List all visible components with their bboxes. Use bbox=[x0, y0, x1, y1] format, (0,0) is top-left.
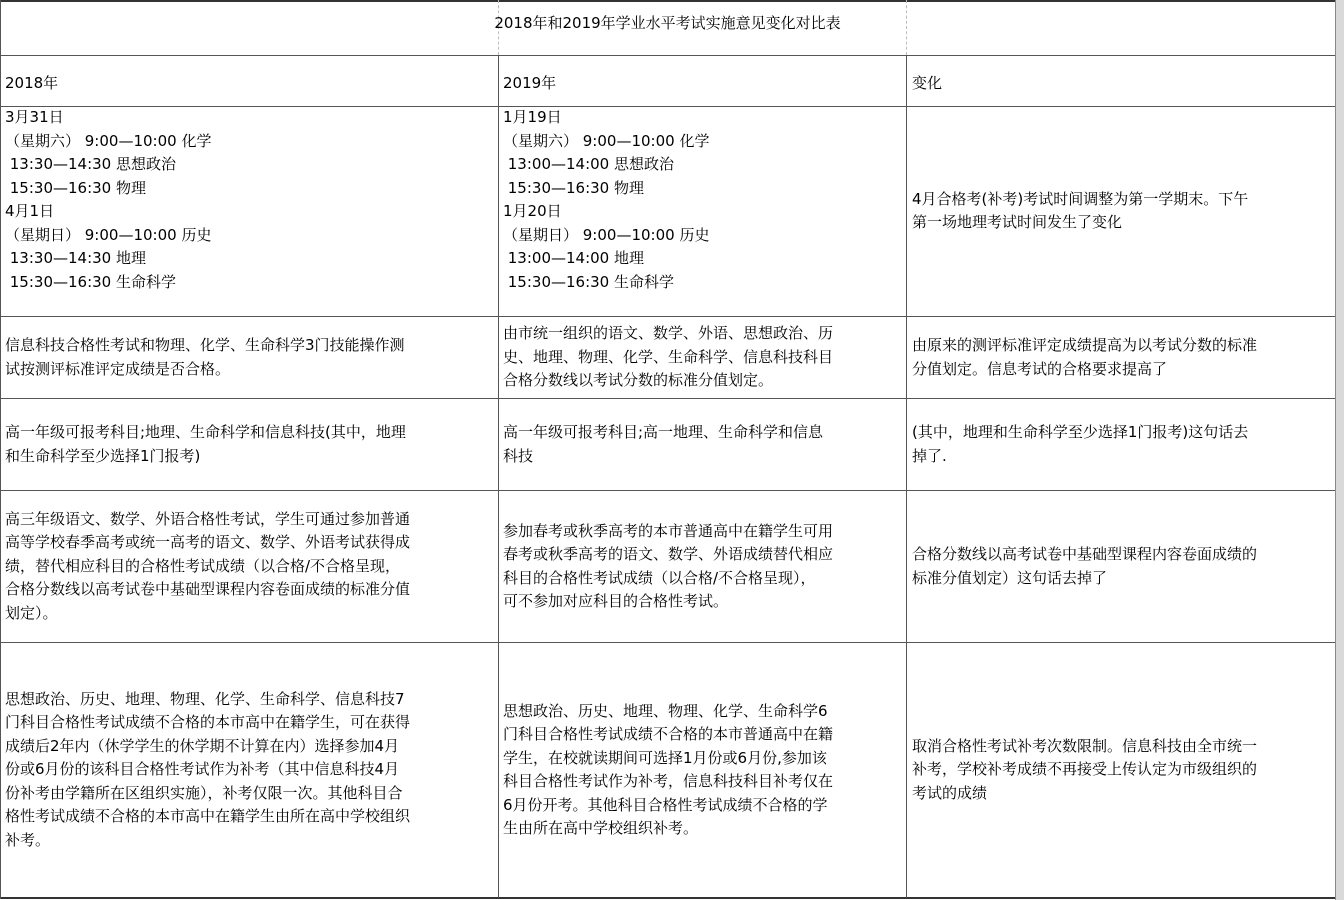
row4-change: 合格分数线以高考试卷中基础型课程内容卷面成绩的 标准分值划定）这句话去掉了 bbox=[912, 545, 1258, 587]
row1-2018: 3月31日 （星期六） 9:00—10:00 化学 13:30—14:30 思想政治 15:30—16:30 物理 4月1日 （星期日） 9:00—10:00 历史 13:30—14:30 地理 15:30—16:30 生命科学 bbox=[5, 108, 212, 291]
table-border-top bbox=[0, 0, 1335, 2]
col-divider bbox=[906, 55, 907, 898]
col-divider bbox=[498, 55, 499, 898]
header-2018: 2018年 bbox=[5, 74, 59, 92]
row5-2018: 思想政治、历史、地理、物理、化学、生命科学、信息科技7 门科目合格性考试成绩不合格的本市高中在籍学生，可在获得 成绩后2年内（休学学生的休学期不计算在内）选择参加4月 份或6月份的该科目合格性考试作为补考（其中信息科技4月 份补考由学籍所在区组织实施），补考仅限一次。其他科目合 格性考试成绩不合格的本市高中在籍学生由所在高中学校组织 补考。 bbox=[5, 689, 411, 849]
row3-change: (其中，地理和生命科学至少选择1门报考)这句话去 掉了. bbox=[912, 423, 1249, 465]
header-change: 变化 bbox=[912, 74, 943, 92]
col-divider-left bbox=[0, 0, 1, 899]
table-border-bottom bbox=[0, 897, 1335, 899]
row4-2018: 高三年级语文、数学、外语合格性考试，学生可通过参加普通 高等学校春季高考或统一高考的语文、数学、外语考试获得成 绩，替代相应科目的合格性考试成绩（以合格/不合格呈现， 合格分数线以高考试卷中基础型课程内容卷面成绩的标准分值 划定）。 bbox=[5, 509, 411, 622]
row1-change: 4月合格考(补考)考试时间调整为第一学期末。下午 第一场地理考试时间发生了变化 bbox=[912, 189, 1249, 231]
row4-2019: 参加春考或秋季高考的本市普通高中在籍学生可用 春考或秋季高考的语文、数学、外语成绩替代相应 科目的合格性考试成绩（以合格/不合格呈现）， 可不参加对应科目的合格性考试。 bbox=[503, 521, 834, 610]
table-title: 2018年和2019年学业水平考试实施意见变化对比表 bbox=[494, 14, 841, 32]
row5-change: 取消合格性考试补考次数限制。信息科技由全市统一 补考，学校补考成绩不再接受上传认定为市级组织的 考试的成绩 bbox=[912, 736, 1258, 802]
row2-2018: 信息科技合格性考试和物理、化学、生命科学3门技能操作测 试按测评标准评定成绩是否合格。 bbox=[5, 336, 405, 378]
right-scroll-edge bbox=[1335, 0, 1344, 900]
row1-2019: 1月19日 （星期六） 9:00—10:00 化学 13:00—14:00 思想政治 15:30—16:30 物理 1月20日 （星期日） 9:00—10:00 历史 13:00—14:00 地理 15:30—16:30 生命科学 bbox=[503, 108, 710, 291]
row2-change: 由原来的测评标准评定成绩提高为以考试分数的标准 分值划定。信息考试的合格要求提高了 bbox=[912, 336, 1258, 378]
header-2019: 2019年 bbox=[503, 74, 557, 92]
row2-2019: 由市统一组织的语文、数学、外语、思想政治、历 史、地理、物理、化学、生命科学、信息科技科目 合格分数线以考试分数的标准分值划定。 bbox=[503, 324, 834, 390]
row3-2019: 高一年级可报考科目;高一地理、生命科学和信息 科技 bbox=[503, 423, 824, 465]
row5-2019: 思想政治、历史、地理、物理、化学、生命科学6 门科目合格性考试成绩不合格的本市普通高中在籍 学生，在校就读期间可选择1月份或6月份,参加该 科目合格性考试作为补考，信息科技科目补考仅在 6月份开考。其他科目合格性考试成绩不合格的学 生由所在高中学校组织补考。 bbox=[503, 701, 834, 837]
row3-2018: 高一年级可报考科目;地理、生命科学和信息科技(其中，地理 和生命科学至少选择1门报考) bbox=[5, 423, 406, 465]
row-divider bbox=[0, 55, 1335, 56]
